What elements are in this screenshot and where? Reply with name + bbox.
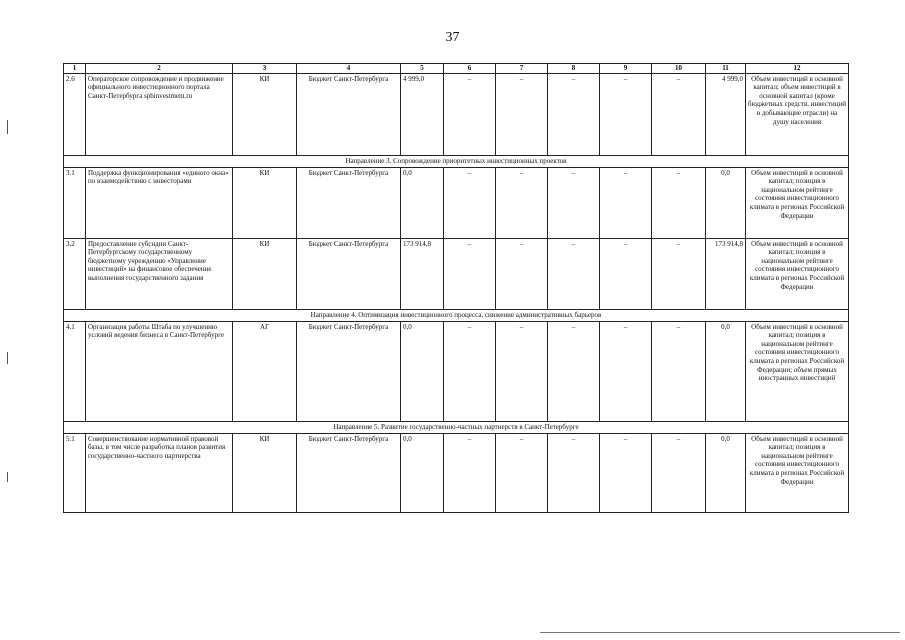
direction-heading: Направление 4. Оптимизация инвестиционного процесса, снижение административных барьеров — [64, 309, 849, 321]
item-value: – — [496, 321, 548, 421]
item-value: – — [444, 238, 496, 309]
item-value: – — [496, 73, 548, 155]
item-name: Организация работы Штаба по улучшению условий ведения бизнеса в Санкт-Петербурге — [86, 321, 233, 421]
item-value: – — [600, 321, 652, 421]
item-name: Операторское сопровождение и продвижение официального инвестиционного портала Санкт-Петербурга spbinvestment.ru — [86, 73, 233, 155]
item-value: – — [652, 433, 706, 512]
item-indicator: Объем инвестиций в основной капитал; объем инвестиций в основной капитал (кроме бюджетных средств, инвестиций в добывающие отрасли) на душу населения — [746, 73, 849, 155]
item-funding-source: Бюджет Санкт-Петербурга — [297, 167, 401, 238]
item-value: – — [652, 321, 706, 421]
item-value: – — [444, 433, 496, 512]
item-value: 173 914,8 — [401, 238, 444, 309]
item-total: 0,0 — [706, 321, 746, 421]
item-value: – — [652, 167, 706, 238]
column-header: 12 — [746, 64, 849, 74]
item-number: 3.1 — [64, 167, 86, 238]
direction-row — [64, 155, 849, 167]
item-value: – — [496, 167, 548, 238]
item-name: Предоставление субсидии Санкт-Петербургскому государственному бюджетному учреждению «Управление инвестиций» на финансовое обеспечение выполнения государственного задания — [86, 238, 233, 309]
item-value: – — [600, 433, 652, 512]
item-value: – — [444, 321, 496, 421]
item-total: 4 999,0 — [706, 73, 746, 155]
item-number: 2.6 — [64, 73, 86, 155]
margin-mark — [7, 352, 8, 364]
investment-plan-table — [63, 63, 849, 513]
item-executor: АГ — [233, 321, 297, 421]
item-value: 0,0 — [401, 167, 444, 238]
column-header: 9 — [600, 64, 652, 74]
margin-mark — [7, 120, 8, 134]
item-executor: КИ — [233, 238, 297, 309]
item-value: – — [548, 321, 600, 421]
item-value: – — [548, 238, 600, 309]
item-number: 4.1 — [64, 321, 86, 421]
item-name: Совершенствование нормативной правовой базы, в том числе разработка планов развития государственно-частного партнерства — [86, 433, 233, 512]
column-header: 4 — [297, 64, 401, 74]
item-number: 5.1 — [64, 433, 86, 512]
column-header: 6 — [444, 64, 496, 74]
item-executor: КИ — [233, 73, 297, 155]
direction-heading: Направление 5. Развитие государственно-частных партнерств в Санкт-Петербурге — [64, 421, 849, 433]
item-value: – — [444, 167, 496, 238]
column-header: 11 — [706, 64, 746, 74]
item-indicator: Объем инвестиций в основной капитал; позиция в национальном рейтинге состояния инвестиционного климата в регионах Российской Федерации; объем прямых иностранных инвестиций — [746, 321, 849, 421]
item-indicator: Объем инвестиций в основной капитал; позиция в национальном рейтинге состояния инвестиционного климата в регионах Российской Федерации — [746, 167, 849, 238]
item-funding-source: Бюджет Санкт-Петербурга — [297, 73, 401, 155]
column-header: 5 — [401, 64, 444, 74]
item-indicator: Объем инвестиций в основной капитал; позиция в национальном рейтинге состояния инвестиционного климата в регионах Российской Федерации — [746, 238, 849, 309]
item-name: Поддержка функционирования «единого окна» по взаимодействию с инвесторами — [86, 167, 233, 238]
item-value: – — [600, 73, 652, 155]
table-row — [64, 238, 849, 309]
column-header: 8 — [548, 64, 600, 74]
table-row — [64, 433, 849, 512]
table-row — [64, 321, 849, 421]
item-value: 0,0 — [401, 433, 444, 512]
item-value: – — [600, 238, 652, 309]
item-value: – — [548, 73, 600, 155]
margin-mark — [7, 472, 8, 482]
item-value: – — [548, 433, 600, 512]
table-row — [64, 167, 849, 238]
column-header: 3 — [233, 64, 297, 74]
direction-heading: Направление 3. Сопровождение приоритетных инвестиционных проектов — [64, 155, 849, 167]
item-value: 0,0 — [401, 321, 444, 421]
column-header: 10 — [652, 64, 706, 74]
item-value: – — [600, 167, 652, 238]
item-total: 0,0 — [706, 167, 746, 238]
page-number: 37 — [445, 30, 460, 45]
item-value: – — [652, 73, 706, 155]
item-funding-source: Бюджет Санкт-Петербурга — [297, 238, 401, 309]
item-total: 173 914,8 — [706, 238, 746, 309]
item-value: 4 999,0 — [401, 73, 444, 155]
item-funding-source: Бюджет Санкт-Петербурга — [297, 433, 401, 512]
direction-row — [64, 309, 849, 321]
item-number: 3.2 — [64, 238, 86, 309]
item-value: – — [496, 238, 548, 309]
column-header: 2 — [86, 64, 233, 74]
item-total: 0,0 — [706, 433, 746, 512]
item-value: – — [496, 433, 548, 512]
item-indicator: Объем инвестиций в основной капитал; позиция в национальном рейтинге состояния инвестиционного климата в регионах Российской Федерации — [746, 433, 849, 512]
footer-rule — [540, 632, 900, 633]
table-row — [64, 73, 849, 155]
column-header: 7 — [496, 64, 548, 74]
column-header: 1 — [64, 64, 86, 74]
column-number-row — [64, 64, 849, 74]
item-value: – — [444, 73, 496, 155]
item-executor: КИ — [233, 167, 297, 238]
item-value: – — [652, 238, 706, 309]
item-funding-source: Бюджет Санкт-Петербурга — [297, 321, 401, 421]
item-executor: КИ — [233, 433, 297, 512]
direction-row — [64, 421, 849, 433]
item-value: – — [548, 167, 600, 238]
